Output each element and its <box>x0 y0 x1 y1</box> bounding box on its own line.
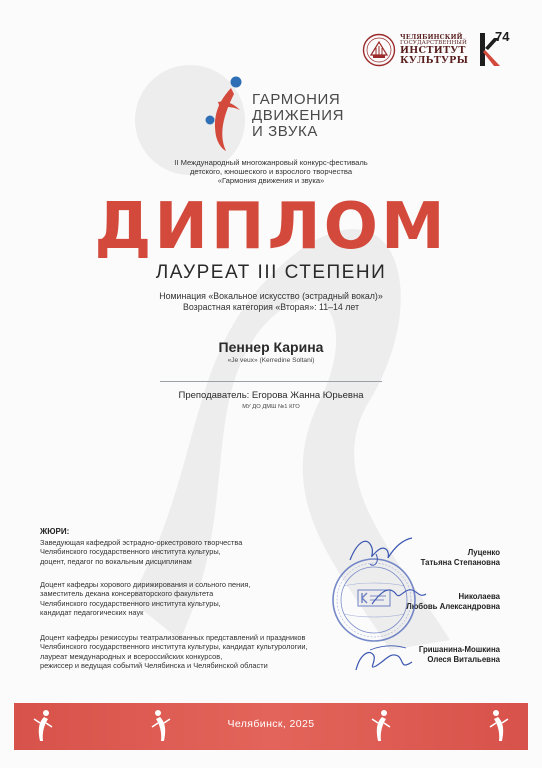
footer-city-year: Челябинск, 2025 <box>227 718 315 730</box>
nomination-block <box>0 291 542 313</box>
signature-2 <box>368 578 430 612</box>
jury-2-desc-line: Доцент кафедры хорового дирижирования и сольного пения, <box>40 580 251 589</box>
jury-1-surname: Луценко <box>467 548 500 557</box>
jury-member-1-name <box>421 548 500 568</box>
institute-line3: ИНСТИТУТ <box>400 45 466 57</box>
jury-3-desc-line: режиссер и ведущая событий Челябинска и Челябинской области <box>40 661 268 671</box>
jury-3-surname: Гришанина-Мошкина <box>418 645 500 654</box>
signature-3 <box>350 640 420 680</box>
jury-2-given-name: Любовь Александровна <box>406 602 500 611</box>
jury-member-1-desc <box>40 538 242 566</box>
logo-line3: И ЗВУКА <box>252 123 318 140</box>
jury-member-3-desc <box>40 633 308 671</box>
festival-description <box>0 158 542 186</box>
institute-logo <box>362 30 472 70</box>
jury-2-desc-line: Челябинского государственного института культуры, <box>40 598 221 608</box>
signature-1 <box>346 530 416 570</box>
jury-1-given-name: Татьяна Степановна <box>420 558 500 567</box>
footer-banner <box>14 703 528 750</box>
jury-member-3-name <box>419 645 500 665</box>
jury-2-desc-line: заместитель декана консерваторского факультета <box>40 589 214 599</box>
institute-line2: ГОСУДАРСТВЕННЫЙ <box>400 39 468 46</box>
jury-heading: ЖЮРИ: <box>40 527 70 536</box>
laureate-degree: ЛАУРЕАТ III СТЕПЕНИ <box>155 262 387 283</box>
institute-name <box>400 35 468 66</box>
jury-1-desc-line: Заведующая кафедрой эстрадно-оркестрового творчества <box>40 538 243 547</box>
institute-line1: ЧЕЛЯБИНСКИЙ <box>400 33 463 41</box>
divider-line <box>160 381 382 382</box>
jury-3-desc-line: лауреат международных и всероссийских конкурсов, <box>40 651 223 661</box>
jury-member-2-desc <box>40 580 250 618</box>
school: МУ ДО ДМШ №1 КГО <box>242 404 300 410</box>
dancer-logo-icon <box>196 74 244 152</box>
logo-line1: ГАРМОНИЯ <box>252 91 341 108</box>
jury-3-desc-line: Доцент кафедры режиссуры театрализованных представлений и праздников <box>40 633 306 642</box>
song-title: «Je veux» (Kerredine Soltani) <box>227 357 315 364</box>
institute-seal-icon <box>362 33 396 67</box>
jury-3-desc-line: Челябинского государственного института культуры, кандидат культурологии, <box>40 642 308 652</box>
festival-logo-text <box>252 92 344 140</box>
logo-line2: ДВИЖЕНИЯ <box>252 107 345 124</box>
k74-number: 74 <box>495 29 510 44</box>
teacher: Преподаватель: Егорова Жанна Юрьевна <box>178 390 364 401</box>
jury-3-given-name: Олеся Витальевна <box>427 655 500 664</box>
jury-1-desc-line: Челябинского государственного института культуры, <box>40 547 221 557</box>
jury-2-surname: Николаева <box>458 592 500 601</box>
jury-1-desc-line: доцент, педагог по вокальным дисциплинам <box>40 556 192 566</box>
festival-line2: детского, юношеского и взрослого творчества <box>189 167 353 177</box>
festival-line1: II Международный многожанровый конкурс-фестиваль <box>174 158 368 167</box>
nomination: Номинация «Вокальное искусство (эстрадный вокал)» <box>159 291 383 301</box>
festival-line3: «Гармония движения и звука» <box>217 176 325 186</box>
institute-line4: КУЛЬТУРЫ <box>400 54 469 66</box>
k74-logo <box>478 30 518 68</box>
age-category: Возрастная категория «Вторая»: 11–14 лет <box>183 302 359 312</box>
jury-2-desc-line: кандидат педагогических наук <box>40 608 144 618</box>
festival-logo <box>196 74 396 154</box>
diploma-title: ДИПЛОМ <box>94 190 448 264</box>
participant-name: Пеннер Карина <box>218 339 324 355</box>
